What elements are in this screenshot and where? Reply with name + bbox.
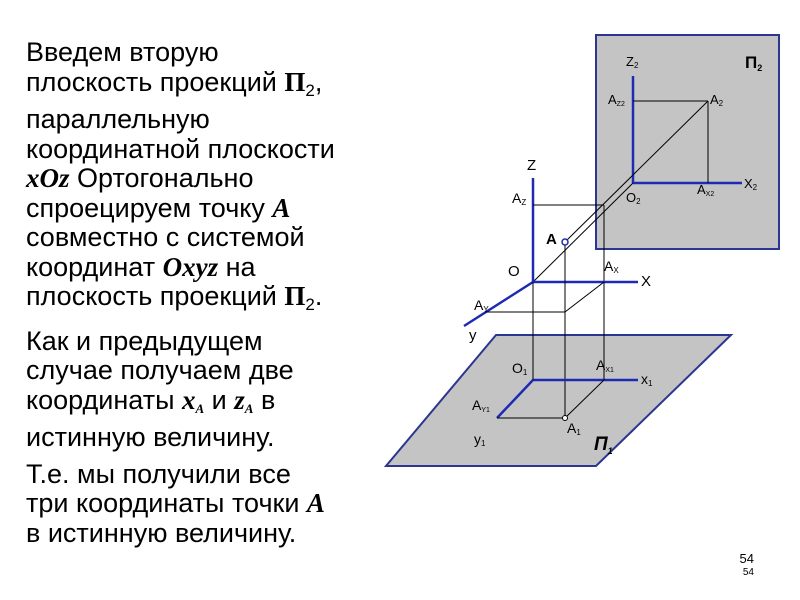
point-a — [562, 239, 568, 245]
system-oxyz-symbol: Oxyz — [162, 251, 219, 282]
p3-text: Т.е. мы получили все — [26, 458, 291, 489]
p2-text: в — [253, 384, 276, 415]
label-ay1: AY1 — [472, 397, 490, 414]
label-a1: A1 — [567, 420, 581, 437]
p1-text: спроецируем точку — [26, 192, 273, 223]
label-o1: O1 — [512, 360, 528, 377]
coord-z-symbol: z — [234, 384, 245, 415]
p1-text: , — [314, 66, 323, 97]
p1-text: Ортогонально — [69, 163, 254, 193]
label-o: O — [508, 263, 520, 280]
label-x1: x1 — [641, 371, 653, 388]
page-number-small: 54 — [742, 567, 754, 578]
p2-text: и — [204, 384, 235, 415]
p1-text: совместно с системой — [26, 222, 305, 252]
p2-text: случае получаем две — [26, 355, 294, 385]
label-az: AZ — [512, 190, 527, 207]
p1-text: . — [314, 281, 323, 311]
plane-pi1 — [386, 335, 731, 466]
label-x2: X2 — [744, 176, 758, 192]
label-ax: AX — [604, 258, 619, 275]
point-a-symbol: A — [272, 192, 291, 223]
coord-z-subscript: A — [244, 400, 254, 416]
label-ay: AY — [474, 297, 489, 314]
coord-x-symbol: x — [182, 384, 196, 415]
label-ax1: AX1 — [596, 357, 614, 374]
p2-text: координаты — [26, 384, 182, 415]
label-az2: AZ2 — [608, 92, 625, 108]
label-z2: Z2 — [626, 54, 639, 70]
point-a-symbol: A — [306, 488, 325, 518]
p1-text: Введем вторую — [26, 37, 219, 67]
coord-x-subscript: A — [195, 400, 205, 416]
p1-text: координатной плоскости — [26, 133, 335, 164]
p1-text: плоскость проекций — [26, 281, 285, 311]
p1-text: на — [218, 251, 256, 282]
p1-text: координат — [26, 251, 163, 282]
label-x: X — [641, 273, 652, 290]
page-number: 54 — [739, 551, 754, 566]
p1-text: параллельную — [26, 104, 210, 134]
pi-symbol: П — [284, 281, 306, 311]
pi-symbol: П — [284, 66, 306, 97]
label-y: y — [469, 327, 477, 344]
line-ax-ay — [565, 282, 604, 312]
p3-text: три координаты точки — [26, 488, 307, 518]
label-o2: O2 — [626, 190, 641, 206]
pi-subscript: 2 — [305, 295, 315, 314]
label-z: Z — [527, 157, 537, 174]
label-ax2: AX2 — [697, 182, 715, 198]
p1-text: плоскость проекций — [26, 66, 285, 97]
label-pi1: $П_1$ — [594, 434, 613, 456]
p2-text: Как и предыдущем — [26, 325, 263, 356]
p3-text: в истинную величину. — [26, 517, 297, 548]
label-pi2: П2 — [745, 53, 763, 73]
pi-subscript: 2 — [305, 80, 315, 100]
label-y1: y1 — [474, 431, 486, 448]
p2-text: истинную величину. — [26, 422, 275, 452]
label-a2: A2 — [710, 92, 724, 108]
label-a: A — [546, 231, 557, 248]
plane-xoz-symbol: xOz — [26, 163, 70, 193]
